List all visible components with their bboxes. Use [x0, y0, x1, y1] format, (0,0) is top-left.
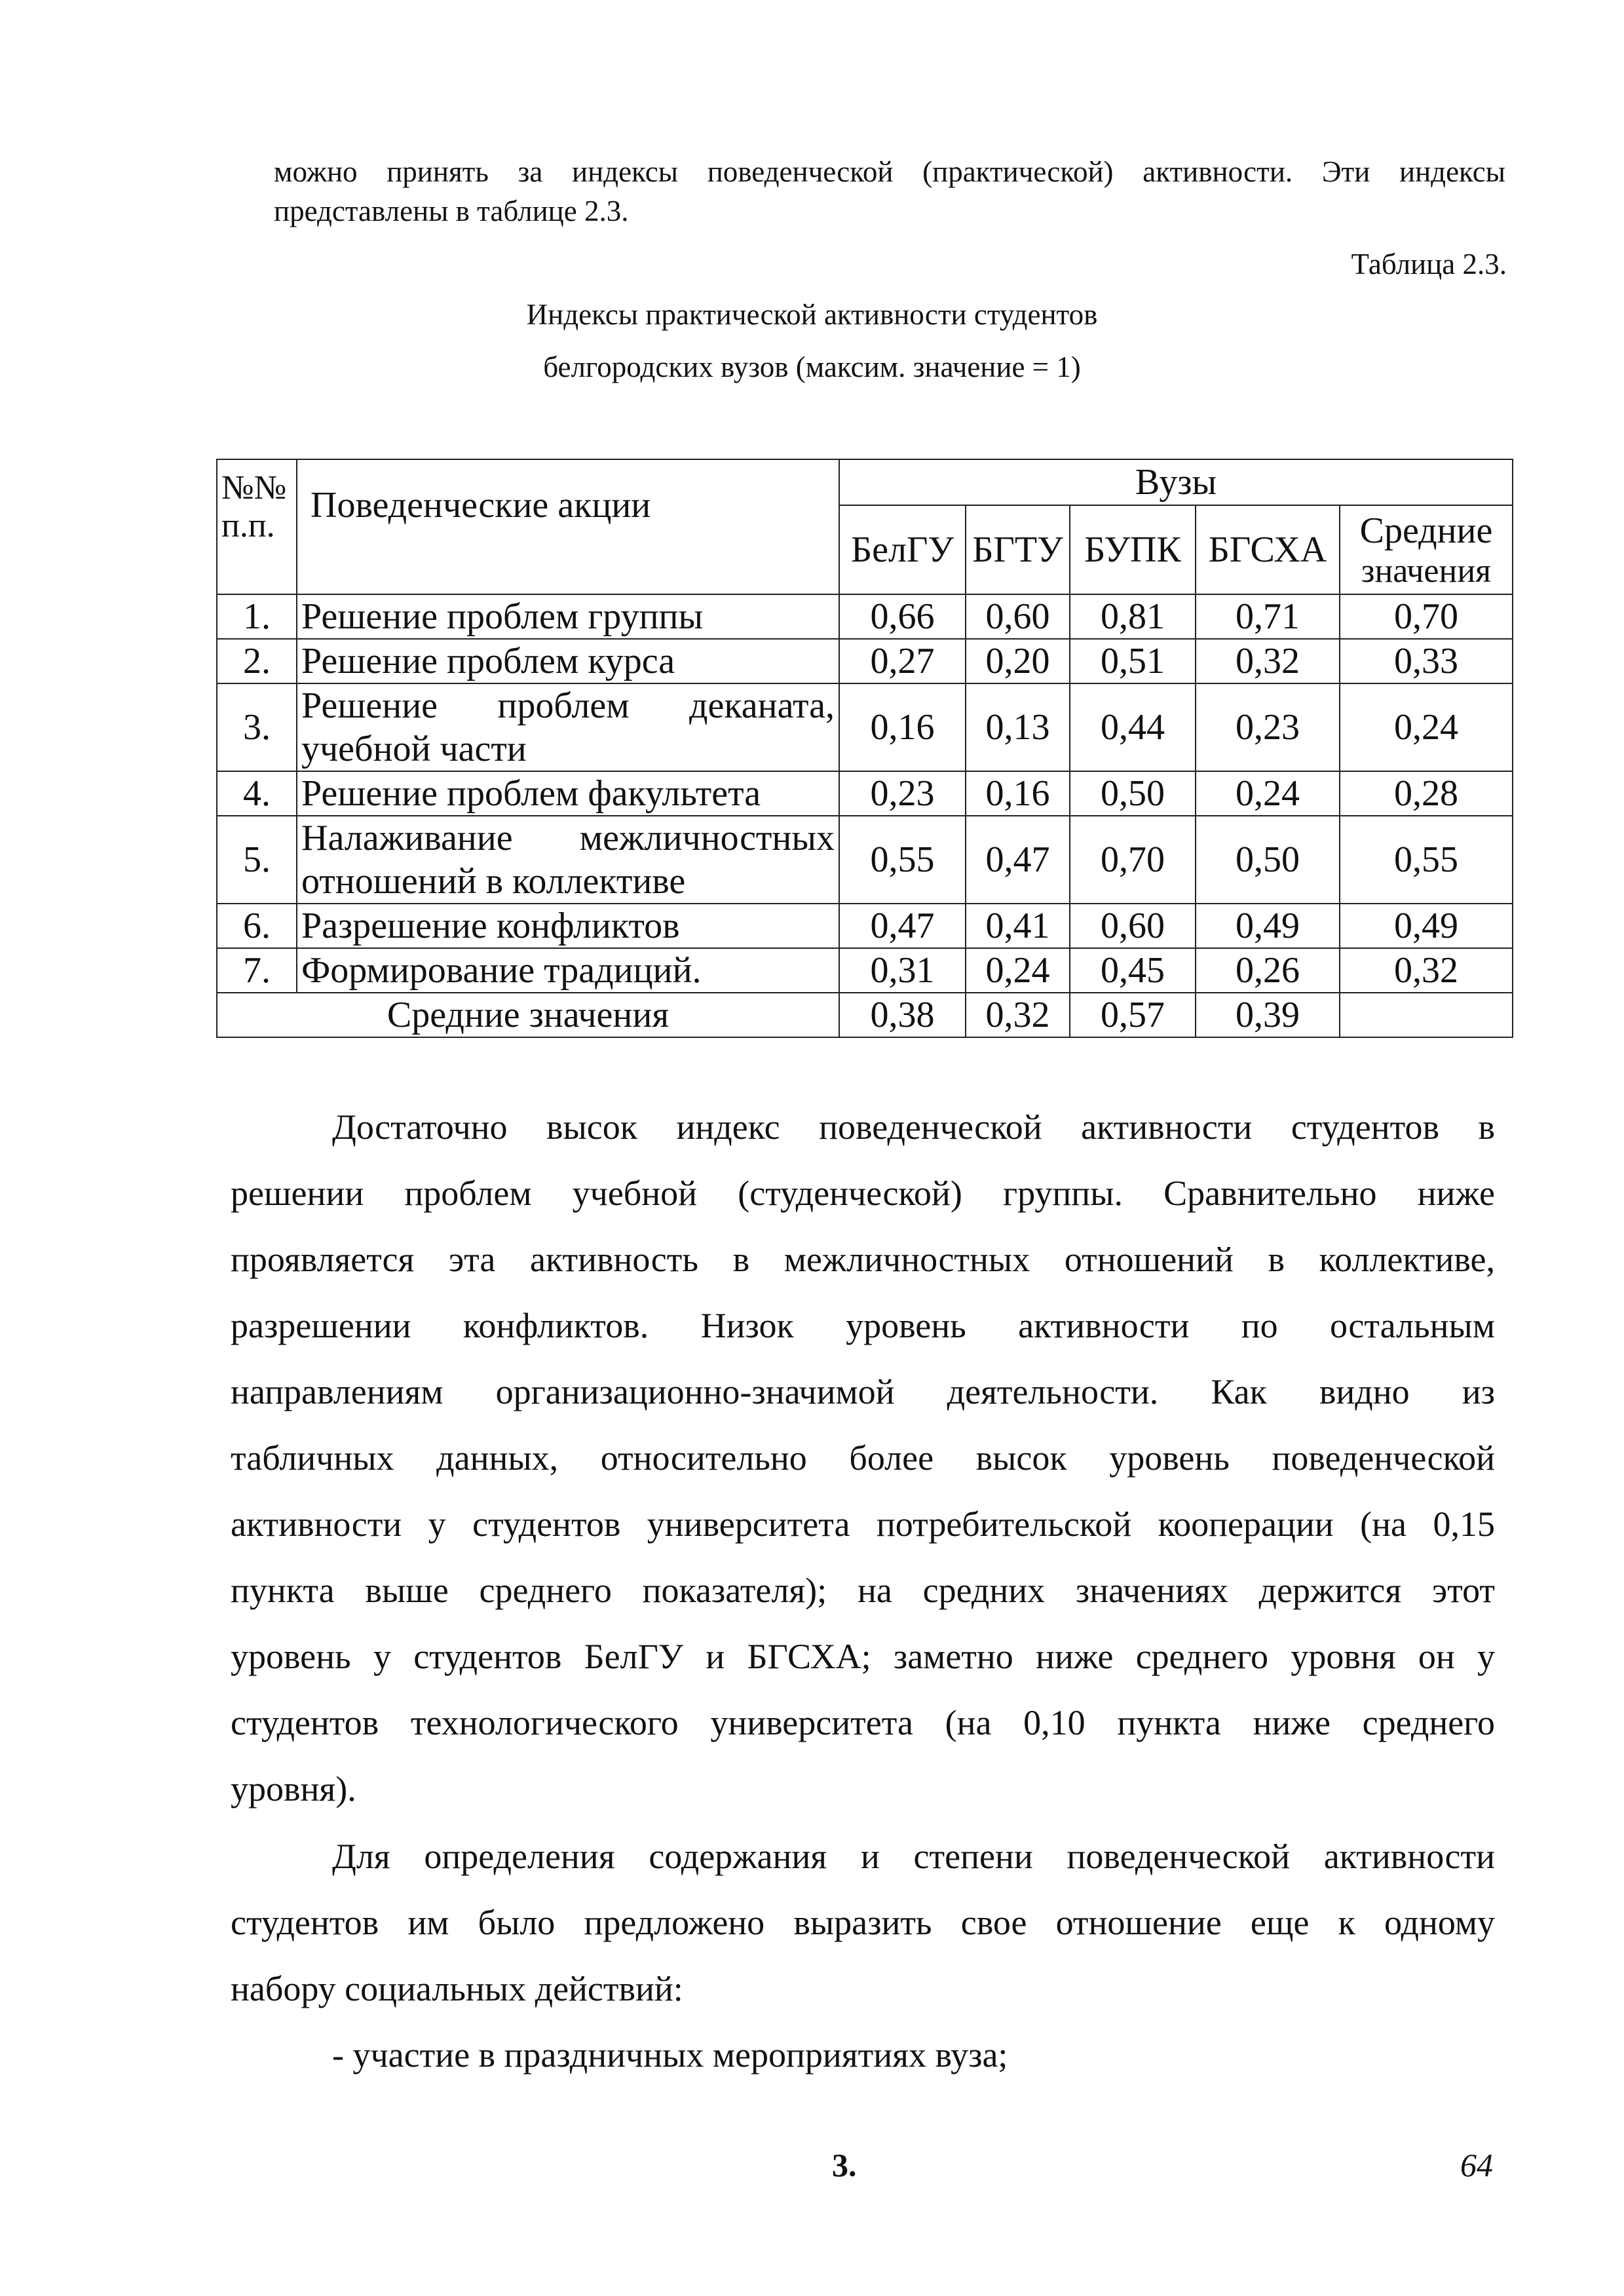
header-action-cell: Поведенческие акции [297, 459, 839, 594]
row-value-bgtu: 0,13 [966, 683, 1070, 771]
footer-value-belgu: 0,38 [839, 993, 966, 1037]
row-value-bgsha: 0,50 [1196, 816, 1340, 904]
row-num: 1. [217, 594, 297, 639]
header-average-line-2: значения [1361, 552, 1492, 590]
row-average: 0,55 [1340, 816, 1513, 904]
paragraph-1-line: решении проблем учебной (студенческой) группы. Сравнительно ниже [231, 1174, 1495, 1213]
row-value-bgsha: 0,71 [1196, 594, 1340, 639]
footer-empty-cell [1340, 993, 1513, 1037]
header-univ-bupk: БУПК [1070, 505, 1196, 594]
row-num: 2. [217, 639, 297, 683]
row-average: 0,70 [1340, 594, 1513, 639]
row-value-belgu: 0,27 [839, 639, 966, 683]
table-footer-row [217, 993, 1513, 1037]
row-value-bgtu: 0,16 [966, 771, 1070, 816]
paragraph-1-line: студентов технологического университета (на 0,10 пункта ниже среднего [231, 1703, 1495, 1742]
table-row [217, 594, 1513, 639]
paragraph-2 [231, 1824, 1495, 2088]
header-num-line-1: №№ [221, 469, 287, 507]
row-action: Решение проблем курса [297, 639, 839, 683]
row-action-line-1: Решение проблем деканата, [301, 685, 835, 726]
paragraph-1-line: уровень у студентов БелГУ и БГСХА; заметно ниже среднего уровня он у [231, 1637, 1495, 1676]
row-action-line-2: отношений в коллективе [301, 861, 686, 902]
row-value-bgsha: 0,49 [1196, 904, 1340, 948]
intro-text [274, 152, 1505, 231]
row-value-bupk: 0,70 [1070, 816, 1196, 904]
row-num: 6. [217, 904, 297, 948]
table-row [217, 771, 1513, 816]
table-row [217, 639, 1513, 683]
row-value-bupk: 0,45 [1070, 948, 1196, 993]
row-value-bupk: 0,50 [1070, 771, 1196, 816]
row-action: Разрешение конфликтов [297, 904, 839, 948]
paragraph-1-line: разрешении конфликтов. Низок уровень активности по остальным [231, 1306, 1495, 1345]
row-value-bgsha: 0,24 [1196, 771, 1340, 816]
row-value-bgtu: 0,24 [966, 948, 1070, 993]
footer-value-bgsha: 0,39 [1196, 993, 1340, 1037]
row-value-belgu: 0,31 [839, 948, 966, 993]
list-item: - участие в праздничных мероприятиях вуза; [332, 2035, 1008, 2075]
row-value-belgu: 0,23 [839, 771, 966, 816]
row-value-bgsha: 0,32 [1196, 639, 1340, 683]
header-average-line-1: Средние [1359, 510, 1493, 551]
paragraph-1-line: проявляется эта активность в межличностных отношений в коллективе, [231, 1240, 1495, 1279]
table-row [217, 816, 1513, 904]
section-number: 3. [832, 2147, 857, 2183]
header-num-line-2: п.п. [221, 507, 275, 545]
paragraph-1-line: Достаточно высок индекс поведенческой активности студентов в [332, 1107, 1495, 1147]
table-row [217, 948, 1513, 993]
row-value-bgtu: 0,41 [966, 904, 1070, 948]
row-average: 0,33 [1340, 639, 1513, 683]
row-action: Решение проблем факультета [297, 771, 839, 816]
row-value-bupk: 0,60 [1070, 904, 1196, 948]
row-value-bupk: 0,81 [1070, 594, 1196, 639]
paragraph-1-line: пункта выше среднего показателя); на средних значениях держится этот [231, 1571, 1495, 1610]
row-value-bupk: 0,51 [1070, 639, 1196, 683]
row-num: 7. [217, 948, 297, 993]
row-value-bgtu: 0,47 [966, 816, 1070, 904]
row-action [297, 816, 839, 904]
paragraph-1 [231, 1094, 1495, 1822]
row-average: 0,28 [1340, 771, 1513, 816]
row-num: 3. [217, 683, 297, 771]
paragraph-1-line: направлениям организационно-значимой деятельности. Как видно из [231, 1372, 1495, 1411]
row-value-bgtu: 0,60 [966, 594, 1070, 639]
table-row [217, 904, 1513, 948]
header-num-cell [217, 459, 297, 594]
row-average: 0,32 [1340, 948, 1513, 993]
header-univ-belgu: БелГУ [839, 505, 966, 594]
intro-line-2: представлены в таблице 2.3. [274, 195, 629, 227]
paragraph-1-line: активности у студентов университета потребительской кооперации (на 0,15 [231, 1504, 1495, 1544]
row-num: 4. [217, 771, 297, 816]
row-value-belgu: 0,55 [839, 816, 966, 904]
row-value-bgsha: 0,23 [1196, 683, 1340, 771]
row-num: 5. [217, 816, 297, 904]
intro-line-1: можно принять за индексы поведенческой (практической) активности. Эти индексы [274, 155, 1505, 188]
header-univ-bgtu: БГТУ [966, 505, 1070, 594]
row-value-belgu: 0,16 [839, 683, 966, 771]
footer-value-bupk: 0,57 [1070, 993, 1196, 1037]
row-action-line-1: Налаживание межличностных [301, 818, 835, 858]
table-row [217, 683, 1513, 771]
row-value-belgu: 0,47 [839, 904, 966, 948]
row-action-line-2: учебной части [301, 729, 527, 769]
header-average-cell [1340, 505, 1513, 594]
footer-label: Средние значения [217, 993, 839, 1037]
paragraph-1-line: уровня). [231, 1769, 356, 1808]
header-universities-group: Вузы [839, 459, 1513, 505]
row-value-bgsha: 0,26 [1196, 948, 1340, 993]
table-title-line-2: белгородских вузов (максим. значение = 1) [543, 351, 1081, 383]
row-average: 0,49 [1340, 904, 1513, 948]
row-average: 0,24 [1340, 683, 1513, 771]
page-number: 64 [1460, 2147, 1493, 2183]
paragraph-2-line: Для определения содержания и степени поведенческой активности [332, 1837, 1495, 1876]
row-value-bgtu: 0,20 [966, 639, 1070, 683]
footer-value-bgtu: 0,32 [966, 993, 1070, 1037]
paragraph-2-line: студентов им было предложено выразить свое отношение еще к одному [231, 1903, 1495, 1942]
paragraph-2-line: набору социальных действий: [231, 1969, 683, 2008]
row-action: Решение проблем группы [297, 594, 839, 639]
row-value-bupk: 0,44 [1070, 683, 1196, 771]
table-title-line-1: Индексы практической активности студентов [526, 298, 1098, 331]
header-univ-bgsha: БГСХА [1196, 505, 1340, 594]
row-action [297, 683, 839, 771]
row-value-belgu: 0,66 [839, 594, 966, 639]
row-action: Формирование традиций. [297, 948, 839, 993]
paragraph-1-line: табличных данных, относительно более высок уровень поведенческой [231, 1438, 1495, 1478]
table-label: Таблица 2.3. [1351, 248, 1507, 280]
activity-index-table [216, 459, 1513, 1038]
